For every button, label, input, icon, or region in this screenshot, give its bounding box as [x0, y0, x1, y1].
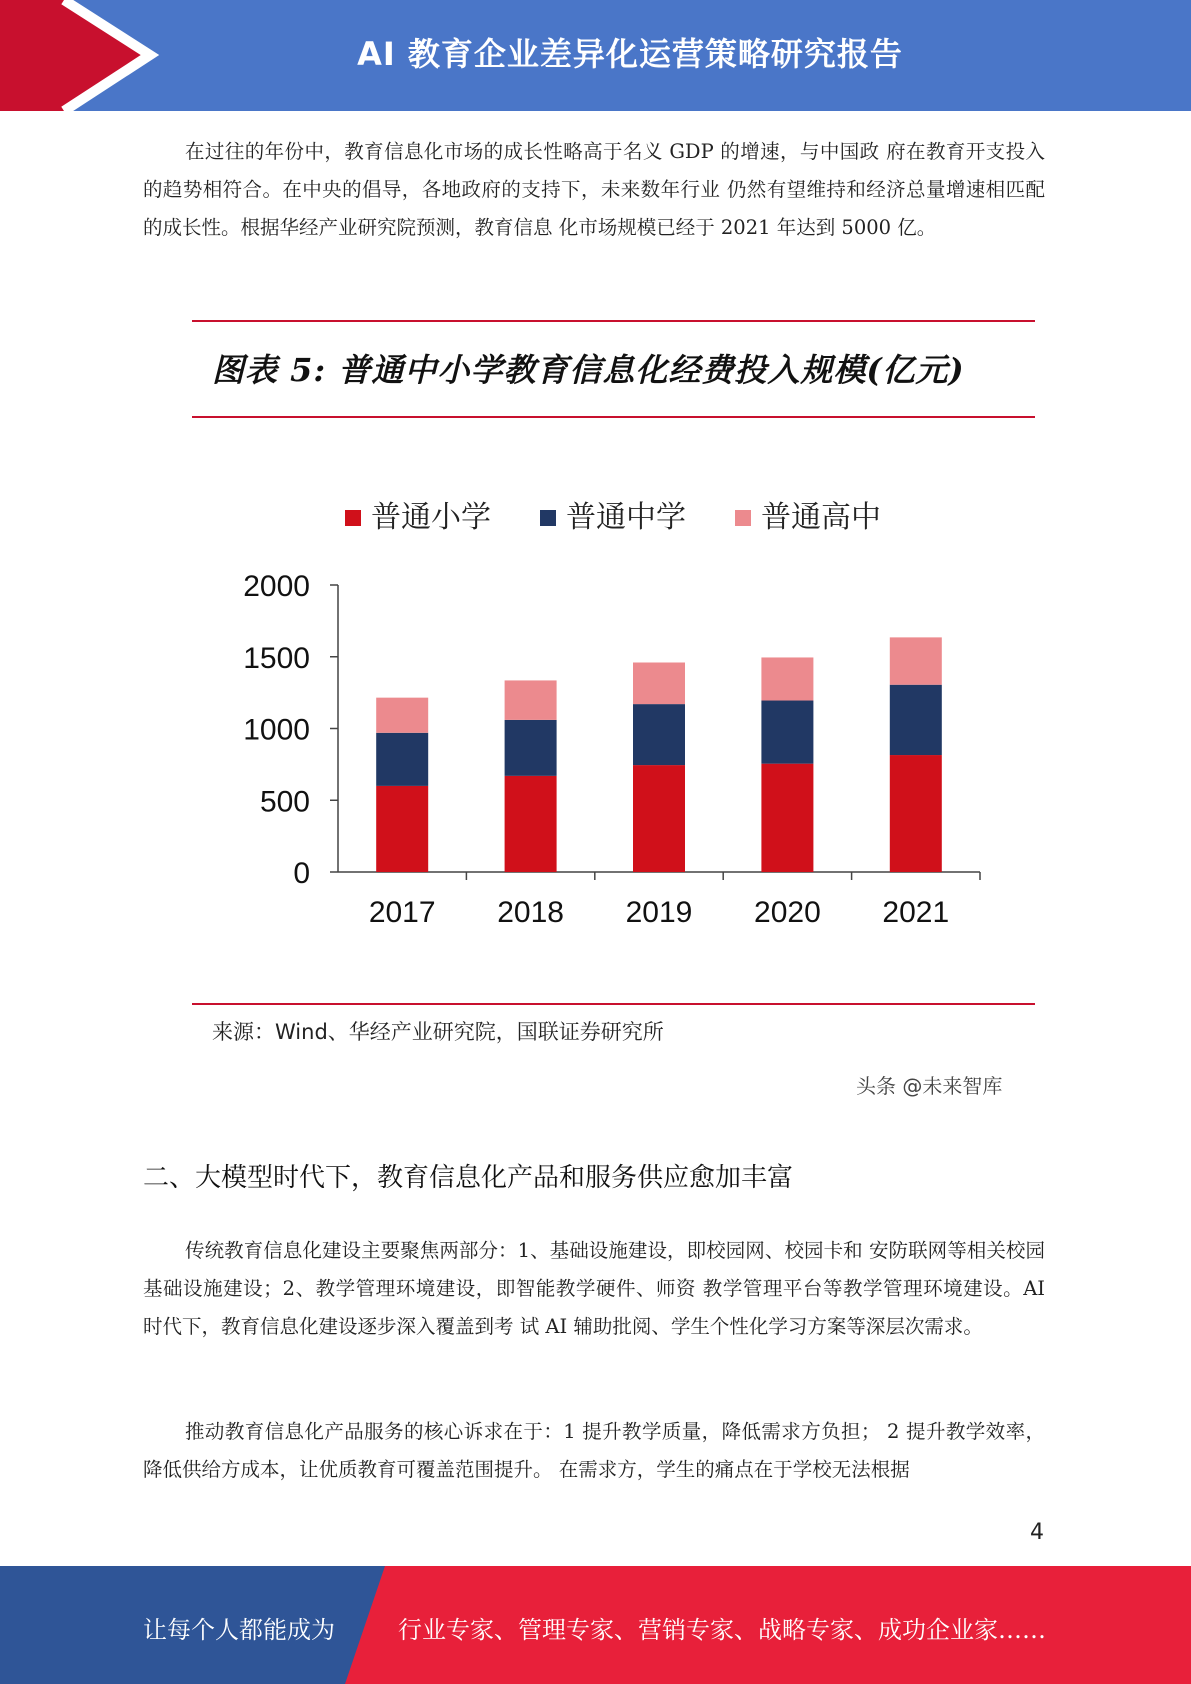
bar-2017-1 — [376, 786, 428, 872]
legend-swatch-1 — [345, 510, 361, 526]
bar-2021-3 — [890, 637, 942, 684]
legend-swatch-2 — [540, 510, 556, 526]
y-tick-label-2: 1000 — [243, 713, 310, 747]
x-tick-label-2017: 2017 — [368, 896, 436, 929]
bar-2017-3 — [376, 698, 428, 733]
body-paragraph-2: 传统教育信息化建设主要聚焦两部分：1、基础设施建设，即校园网、校园卡和 安防联网等相关校园基础设施建设；2、教学管理环境建设，即智能教学硬件、师资 教学管理平台等教学管理环境建设。AI 时代下，教育信息化建设逐步深入覆盖到考 试 AI 辅助批阅、学生个性化学习方案等深层次需求。 — [143, 1239, 1045, 1338]
x-tick-label-2018: 2018 — [497, 896, 564, 929]
x-tick-label-2020: 2020 — [754, 896, 821, 929]
bar-2018-3 — [505, 680, 557, 719]
legend-label-3: 普通高中 — [761, 500, 881, 535]
figure-title: 图表 5: 普通中小学教育信息化经费投入规模(亿元) — [212, 351, 965, 389]
bar-2019-2 — [633, 704, 685, 765]
section-heading: 二、大模型时代下，教育信息化产品和服务供应愈加丰富 — [143, 1163, 794, 1193]
bar-2018-1 — [505, 776, 557, 872]
body-paragraph-3: 推动教育信息化产品服务的核心诉求在于：1 提升教学质量，降低需求方负担； 2 提升教学效率，降低供给方成本，让优质教育可覆盖范围提升。 在需求方，学生的痛点在于学校无法根据 — [143, 1420, 1045, 1481]
figure-top-rule — [192, 320, 1035, 322]
x-tick-label-2021: 2021 — [882, 896, 950, 929]
document-title: AI 教育企业差异化运营策略研究报告 — [357, 35, 903, 73]
page-number: 4 — [1030, 1520, 1044, 1545]
legend-label-2: 普通中学 — [566, 500, 686, 535]
y-tick-label-1: 500 — [259, 785, 310, 819]
stacked-bar-chart — [190, 480, 1010, 940]
bar-2020-2 — [761, 701, 813, 764]
legend-swatch-3 — [735, 510, 751, 526]
figure-bottom-rule — [192, 1003, 1035, 1005]
bar-2019-1 — [633, 765, 685, 872]
y-tick-label-0: 0 — [293, 857, 310, 890]
bar-2021-1 — [890, 755, 942, 872]
y-tick-label-3: 1500 — [243, 641, 310, 675]
bar-2017-2 — [376, 733, 428, 786]
figure-source: 来源：Wind、华经产业研究院，国联证券研究所 — [212, 1020, 664, 1044]
x-tick-label-2019: 2019 — [625, 896, 693, 929]
footer-slogan-left: 让每个人都能成为 — [143, 1616, 335, 1644]
bar-2021-2 — [890, 685, 942, 755]
legend-label-1: 普通小学 — [371, 500, 491, 535]
figure-title-rule — [192, 416, 1035, 418]
bar-2020-3 — [761, 657, 813, 700]
bar-2020-1 — [761, 764, 813, 872]
footer-slogan-right: 行业专家、管理专家、营销专家、战略专家、成功企业家…… — [398, 1616, 1046, 1644]
page-header — [0, 0, 1191, 111]
y-tick-label-4: 2000 — [243, 570, 310, 603]
watermark: 头条 @未来智库 — [856, 1074, 1003, 1098]
bar-2019-3 — [633, 662, 685, 704]
body-paragraph-1: 在过往的年份中，教育信息化市场的成长性略高于名义 GDP 的增速，与中国政 府在教育开支投入的趋势相符合。在中央的倡导，各地政府的支持下，未来数年行业 仍然有望维持和经济总量增速相匹配的成长性。根据华经产业研究院预测，教育信息 化市场规模已经于 2021 年达到 5000 亿。 — [143, 140, 1045, 239]
bar-2018-2 — [505, 720, 557, 776]
